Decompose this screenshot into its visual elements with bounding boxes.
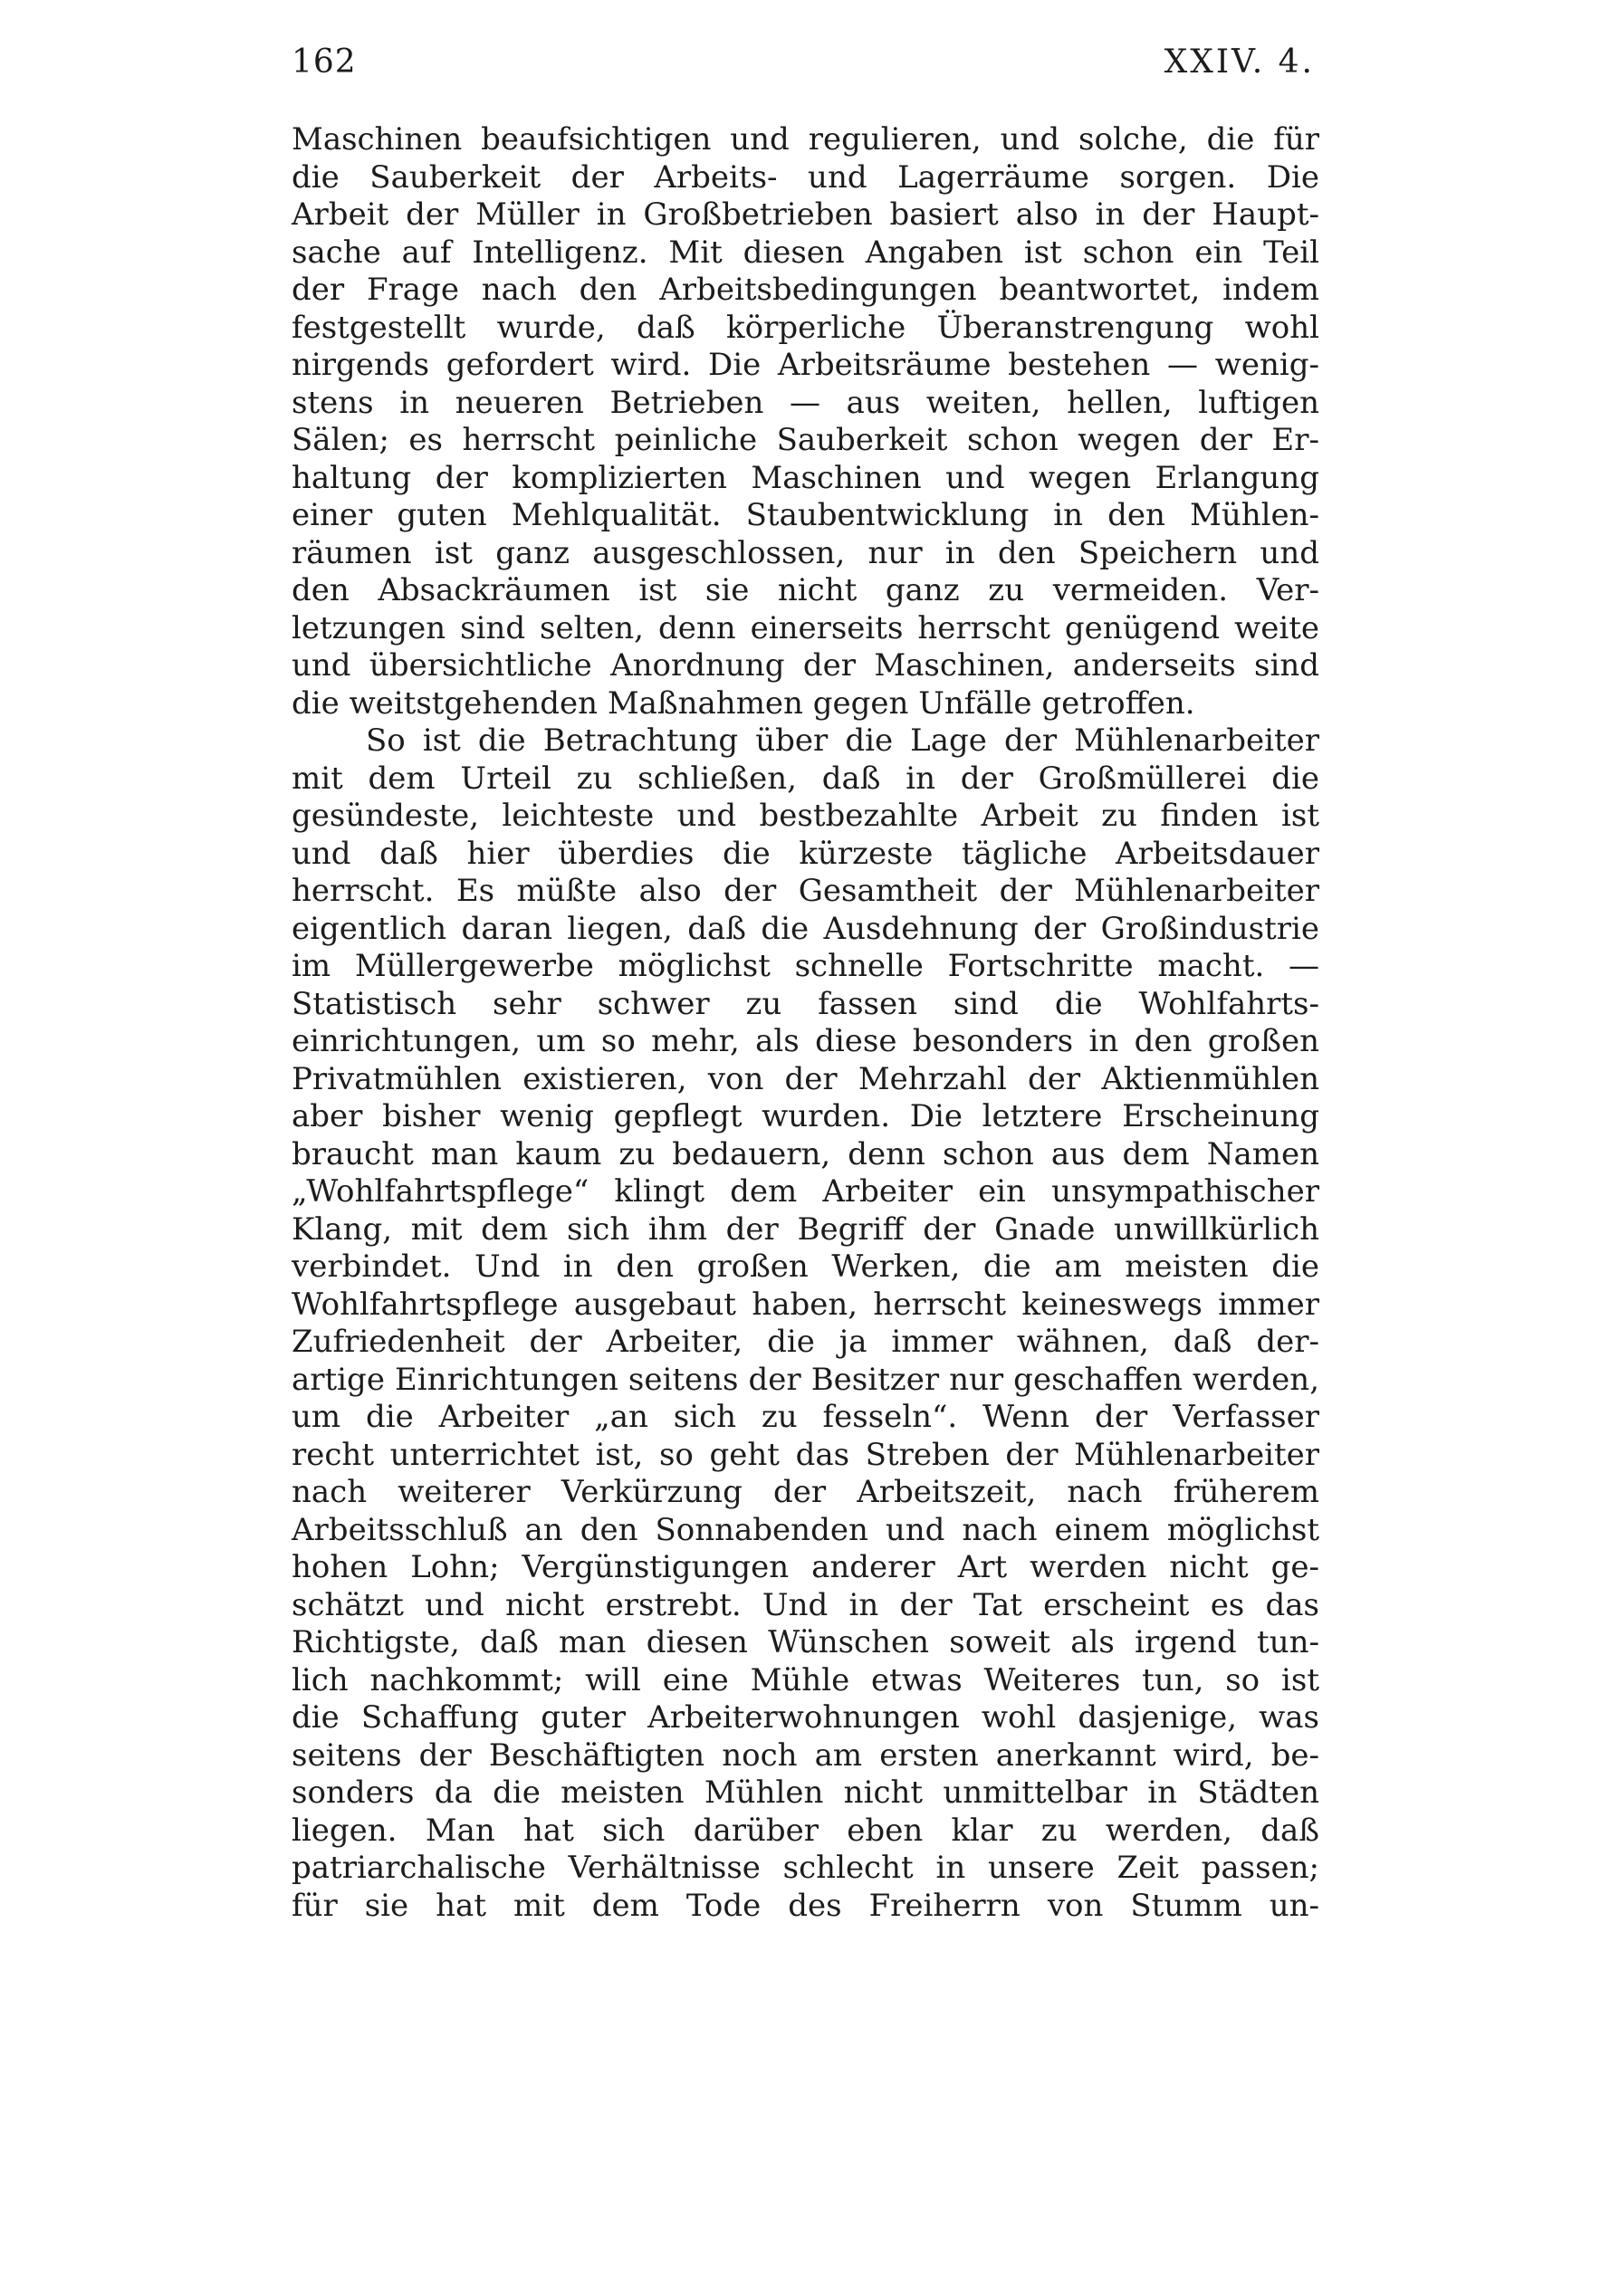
text-line: artige Einrichtungen seitens der Besitzer nur geschaffen werden, xyxy=(292,1361,1319,1398)
text-line: herrscht. Es müßte also der Gesamtheit der Mühlenarbeiter xyxy=(292,873,1319,909)
text-line: festgestellt wurde, daß körperliche Überanstrengung wohl xyxy=(292,309,1319,346)
text-line: einer guten Mehlqualität. Staubentwicklung in den Mühlen- xyxy=(292,497,1319,533)
text-line: stens in neueren Betrieben — aus weiten, hellen, luftigen xyxy=(292,384,1319,421)
text-line: patriarchalische Verhältnisse schlecht in unsere Zeit passen; xyxy=(292,1850,1319,1886)
text-line: Arbeitsschluß an den Sonnabenden und nach einem möglichst xyxy=(292,1511,1319,1548)
text-line: seitens der Beschäftigten noch am ersten anerkannt wird, be- xyxy=(292,1736,1319,1774)
text-line: Sälen; es herrscht peinliche Sauberkeit schon wegen der Er- xyxy=(292,422,1319,458)
text-line: nach weiterer Verkürzung der Arbeitszeit, nach früherem xyxy=(292,1474,1319,1510)
text-line: verbindet. Und in den großen Werken, die am meisten die xyxy=(292,1248,1319,1285)
text-line: Klang, mit dem sich ihm der Begriff der Gnade unwillkürlich xyxy=(292,1210,1319,1248)
text-line: für sie hat mit dem Tode des Freiherrn von Stumm un- xyxy=(292,1887,1319,1924)
body-text xyxy=(292,121,1319,1925)
text-line: „Wohlfahrtspflege“ klingt dem Arbeiter ein unsympathischer xyxy=(292,1173,1319,1210)
text-line: den Absackräumen ist sie nicht ganz zu vermeiden. Ver- xyxy=(292,572,1319,608)
text-line: mit dem Urteil zu schließen, daß in der Großmüllerei die xyxy=(292,760,1319,797)
paragraph-end-line: die weitstgehenden Maßnahmen gegen Unfälle getroffen. xyxy=(292,684,1195,722)
text-line: um die Arbeiter „an sich zu fesseln“. Wenn der Verfasser xyxy=(292,1399,1319,1435)
page-header xyxy=(292,43,1315,98)
text-line: letzungen sind selten, denn einerseits herrscht genügend weite xyxy=(292,609,1319,646)
text-line: hohen Lohn; Vergünstigungen anderer Art werden nicht ge- xyxy=(292,1549,1319,1585)
text-line: haltung der komplizierten Maschinen und wegen Erlangung xyxy=(292,459,1319,496)
text-line: räumen ist ganz ausgeschlossen, nur in den Speichern und xyxy=(292,534,1319,571)
text-line: Maschinen beaufsichtigen und regulieren, und solche, die für xyxy=(292,121,1319,158)
text-line: schätzt und nicht erstrebt. Und in der Tat erscheint es das xyxy=(292,1586,1319,1623)
paragraph-start-line: So ist die Betrachtung über die Lage der Mühlenarbeiter xyxy=(366,722,1319,759)
text-line: die Sauberkeit der Arbeits- und Lagerräume sorgen. Die xyxy=(292,158,1319,196)
text-line: recht unterrichtet ist, so geht das Streben der Mühlenarbeiter xyxy=(292,1436,1319,1473)
text-line: sache auf Intelligenz. Mit diesen Angaben ist schon ein Teil xyxy=(292,234,1319,271)
text-line: Arbeit der Müller in Großbetrieben basiert also in der Haupt- xyxy=(292,196,1319,233)
section-reference: XXIV. 4. xyxy=(1164,43,1315,81)
text-line: der Frage nach den Arbeitsbedingungen beantwortet, indem xyxy=(292,272,1319,308)
text-line: Richtigste, daß man diesen Wünschen soweit als irgend tun- xyxy=(292,1624,1319,1660)
text-line: lich nachkommt; will eine Mühle etwas Weiteres tun, so ist xyxy=(292,1661,1319,1698)
text-line: im Müllergewerbe möglichst schnelle Fortschritte macht. — xyxy=(292,948,1319,984)
text-line: liegen. Man hat sich darüber eben klar zu werden, daß xyxy=(292,1812,1319,1849)
text-line: Statistisch sehr schwer zu fassen sind die Wohlfahrts- xyxy=(292,985,1319,1022)
text-line: Wohlfahrtspflege ausgebaut haben, herrscht keineswegs immer xyxy=(292,1286,1319,1323)
text-line: Zufriedenheit der Arbeiter, die ja immer wähnen, daß der- xyxy=(292,1324,1319,1360)
text-line: sonders da die meisten Mühlen nicht unmittelbar in Städten xyxy=(292,1775,1319,1811)
text-line: Privatmühlen existieren, von der Mehrzahl der Aktienmühlen xyxy=(292,1060,1319,1097)
text-line: gesündeste, leichteste und bestbezahlte Arbeit zu finden ist xyxy=(292,798,1319,834)
text-line: nirgends gefordert wird. Die Arbeitsräume bestehen — wenig- xyxy=(292,347,1319,383)
text-line: einrichtungen, um so mehr, als diese besonders in den großen xyxy=(292,1023,1319,1059)
text-line: die Schaffung guter Arbeiterwohnungen wohl dasjenige, was xyxy=(292,1699,1319,1736)
text-line: und übersichtliche Anordnung der Maschinen, anderseits sind xyxy=(292,647,1319,684)
text-line: aber bisher wenig gepflegt wurden. Die letztere Erscheinung xyxy=(292,1098,1319,1134)
page-number: 162 xyxy=(292,43,357,81)
text-line: eigentlich daran liegen, daß die Ausdehnung der Großindustrie xyxy=(292,910,1319,947)
text-line: braucht man kaum zu bedauern, denn schon aus dem Namen xyxy=(292,1135,1319,1172)
text-line: und daß hier überdies die kürzeste tägliche Arbeitsdauer xyxy=(292,835,1319,872)
